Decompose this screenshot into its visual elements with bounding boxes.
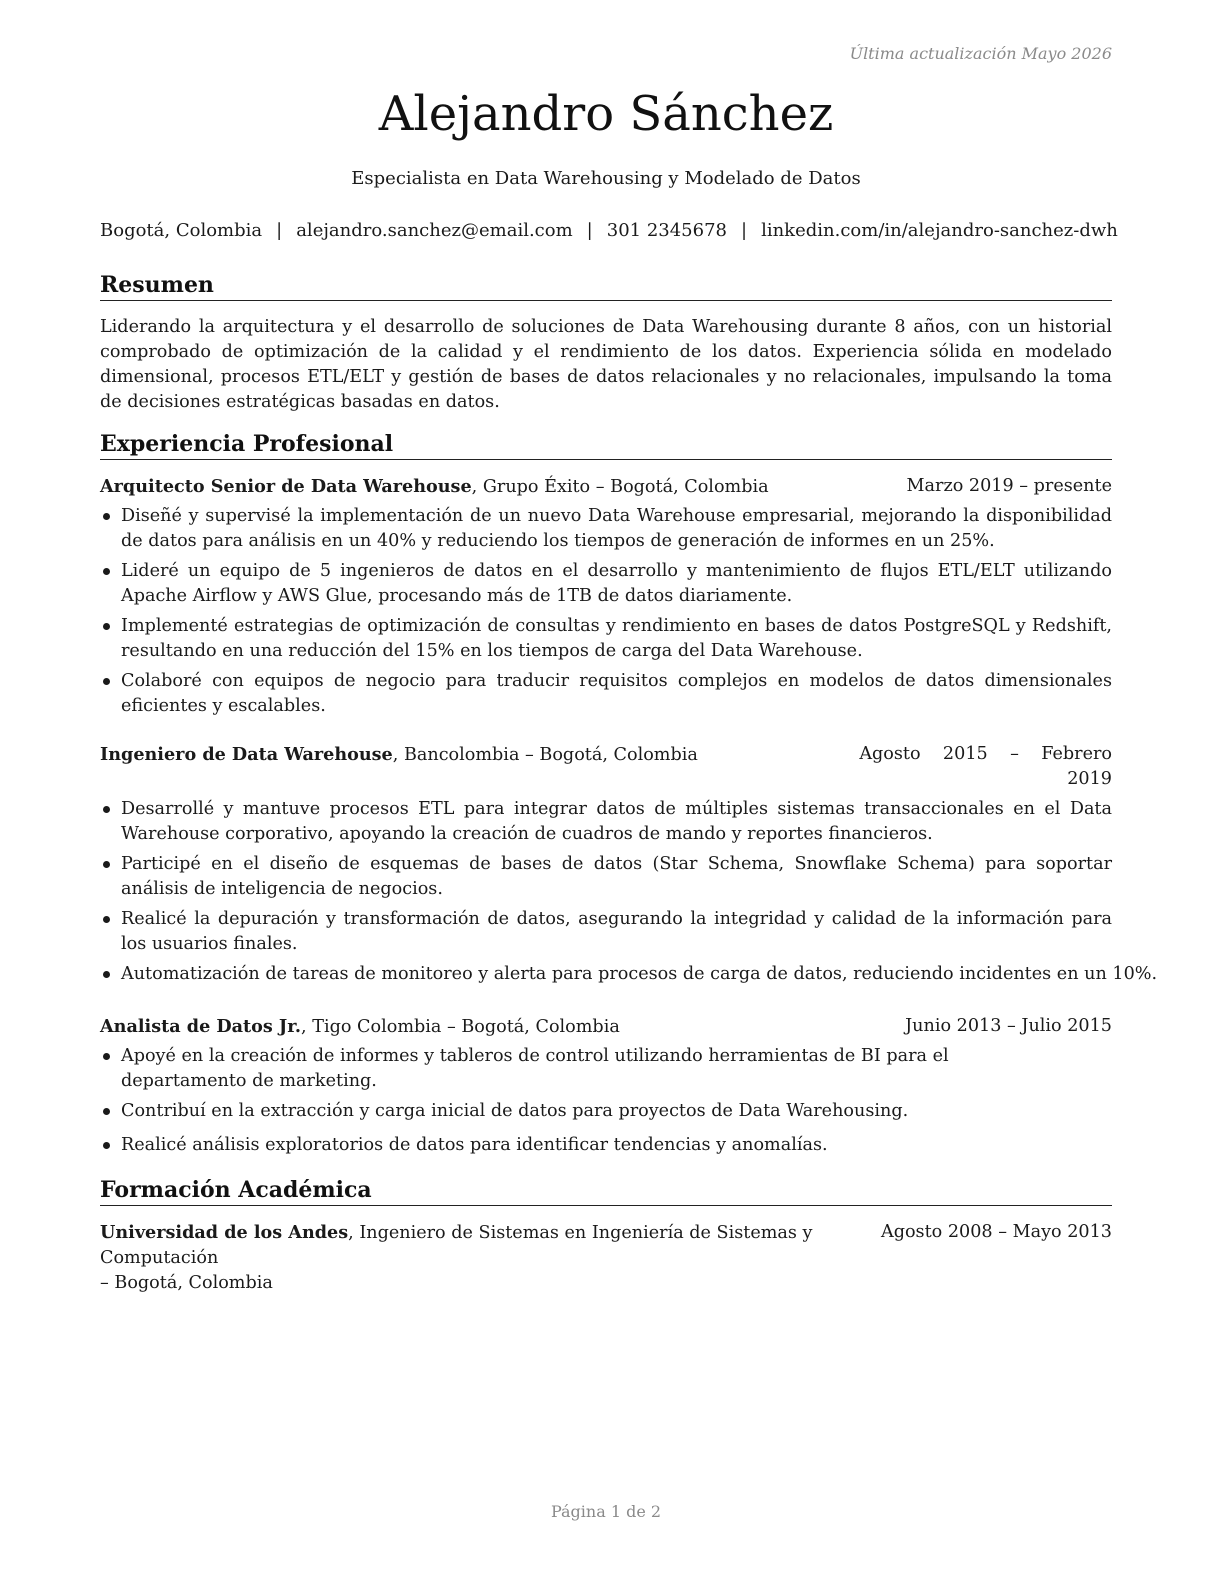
contact-linkedin[interactable]: linkedin.com/in/alejandro-sanchez-dwh [761, 220, 1118, 241]
job-company: , Tigo Colombia – Bogotá, Colombia [301, 1017, 620, 1037]
summary-text: Liderando la arquitectura y el desarrollo de soluciones de Data Warehousing durante 8 años, con un historial comprobado de optimización de la calidad y el rendimiento de los datos. Experiencia sólida en modelado dimensional, procesos ETL/ELT y gestión de bases de datos relacionales y no relacionales, impulsando la toma de decisiones estratégicas basadas en datos. [100, 317, 1112, 412]
page-number: Página 1 de 2 [550, 1502, 662, 1521]
contact-location: Bogotá, Colombia [100, 220, 263, 241]
section-title-education: Formación Académica [100, 1176, 1112, 1206]
bullet-text: Desarrollé y mantuve procesos ETL para integrar datos de múltiples sistemas transaccionales en el Data Warehouse corporativo, apoyando la creación de cuadros de mando y reportes financieros. [121, 799, 1112, 844]
education-institution: Universidad de los Andes [100, 1222, 349, 1243]
bullet-icon [103, 916, 110, 923]
contact-phone: 301 2345678 [606, 220, 727, 241]
bullet-text: Contribuí en la extracción y carga inicial de datos para proyectos de Data Warehousing. [121, 1101, 909, 1121]
list-item [100, 1099, 1112, 1124]
list-item [100, 907, 1112, 957]
last-updated: Última actualización Mayo 2026 [849, 44, 1112, 63]
job-company: , Grupo Éxito – Bogotá, Colombia [471, 477, 769, 497]
contact-separator: | [741, 220, 748, 241]
job-company: , Bancolombia – Bogotá, Colombia [392, 745, 698, 765]
bullet-text: Lideré un equipo de 5 ingenieros de datos en el desarrollo y mantenimiento de flujos ETL/ELT utilizando Apache Airflow y AWS Glue, procesando más de 1TB de datos diariamente. [121, 561, 1112, 606]
job-dates-line: 2019 [1067, 769, 1112, 789]
education-degree: , Ingeniero de Sistemas en Ingeniería de Sistemas y Computación [100, 1223, 813, 1268]
job-dates: Marzo 2019 – presente [906, 476, 1112, 496]
contact-line [100, 220, 1118, 241]
job-title-line [100, 474, 769, 500]
bullet-icon [103, 623, 110, 630]
list-item [100, 559, 1112, 609]
job-role: Analista de Datos Jr. [100, 1016, 302, 1037]
bullet-text: Colaboré con equipos de negocio para traducir requisitos complejos en modelos de datos dimensionales eficientes y escalables. [121, 671, 1112, 716]
contact-email[interactable]: alejandro.sanchez@email.com [296, 220, 573, 241]
list-item [100, 852, 1112, 902]
job-role: Arquitecto Senior de Data Warehouse [100, 476, 472, 497]
bullet-icon [103, 568, 110, 575]
education-dates: Agosto 2008 – Mayo 2013 [880, 1222, 1112, 1242]
section-title-summary: Resumen [100, 271, 1112, 301]
job-dates: Junio 2013 – Julio 2015 [905, 1016, 1112, 1036]
list-item [100, 614, 1112, 664]
bullet-text: Realicé la depuración y transformación de datos, asegurando la integridad y calidad de la información para los usuarios finales. [121, 909, 1112, 954]
bullet-text: Automatización de tareas de monitoreo y alerta para procesos de carga de datos, reduciendo incidentes en un 10%. [121, 964, 1158, 984]
education-line [100, 1220, 890, 1296]
bullet-icon [103, 971, 110, 978]
resume-page [100, 0, 1158, 1584]
education-location: – Bogotá, Colombia [100, 1273, 273, 1293]
contact-separator: | [586, 220, 593, 241]
bullet-icon [103, 861, 110, 868]
job-bullets [100, 504, 1112, 724]
list-item [100, 504, 1112, 554]
bullet-text: Realicé análisis exploratorios de datos para identificar tendencias y anomalías. [121, 1135, 828, 1155]
list-item [100, 669, 1112, 719]
bullet-icon [103, 678, 110, 685]
job-role: Ingeniero de Data Warehouse [100, 744, 393, 765]
bullet-text: Apoyé en la creación de informes y tableros de control utilizando herramientas de BI para el departamento de marketing. [121, 1046, 949, 1091]
bullet-text: Diseñé y supervisé la implementación de un nuevo Data Warehouse empresarial, mejorando la disponibilidad de datos para análisis en un 40% y reduciendo los tiempos de generación de informes en un 25%. [121, 506, 1112, 551]
bullet-icon [103, 1142, 110, 1149]
job-title-line [100, 742, 698, 768]
list-item [100, 797, 1112, 847]
bullet-icon [103, 1053, 110, 1060]
bullet-icon [103, 806, 110, 813]
bullet-text: Implementé estrategias de optimización de consultas y rendimiento en bases de datos PostgreSQL y Redshift, resultando en una reducción del 15% en los tiempos de carga del Data Warehouse. [121, 616, 1112, 661]
bullet-icon [103, 513, 110, 520]
list-item [100, 1044, 1112, 1094]
job-dates [859, 742, 1112, 792]
section-title-experience: Experiencia Profesional [100, 430, 1112, 460]
list-item [100, 962, 1158, 987]
bullet-icon [103, 1108, 110, 1115]
bullet-text: Participé en el diseño de esquemas de bases de datos (Star Schema, Snowflake Schema) para soportar análisis de inteligencia de negocios. [121, 854, 1112, 899]
headline: Especialista en Data Warehousing y Modelado de Datos [351, 168, 861, 189]
job-dates-line: Agosto 2015 – Febrero [859, 744, 1112, 764]
job-bullets [100, 797, 1158, 992]
candidate-name: Alejandro Sánchez [378, 86, 834, 142]
education-entry [100, 1220, 1112, 1293]
contact-separator: | [276, 220, 283, 241]
job-title-line [100, 1014, 620, 1040]
list-item [100, 1133, 1112, 1158]
job-bullets [100, 1044, 1112, 1163]
